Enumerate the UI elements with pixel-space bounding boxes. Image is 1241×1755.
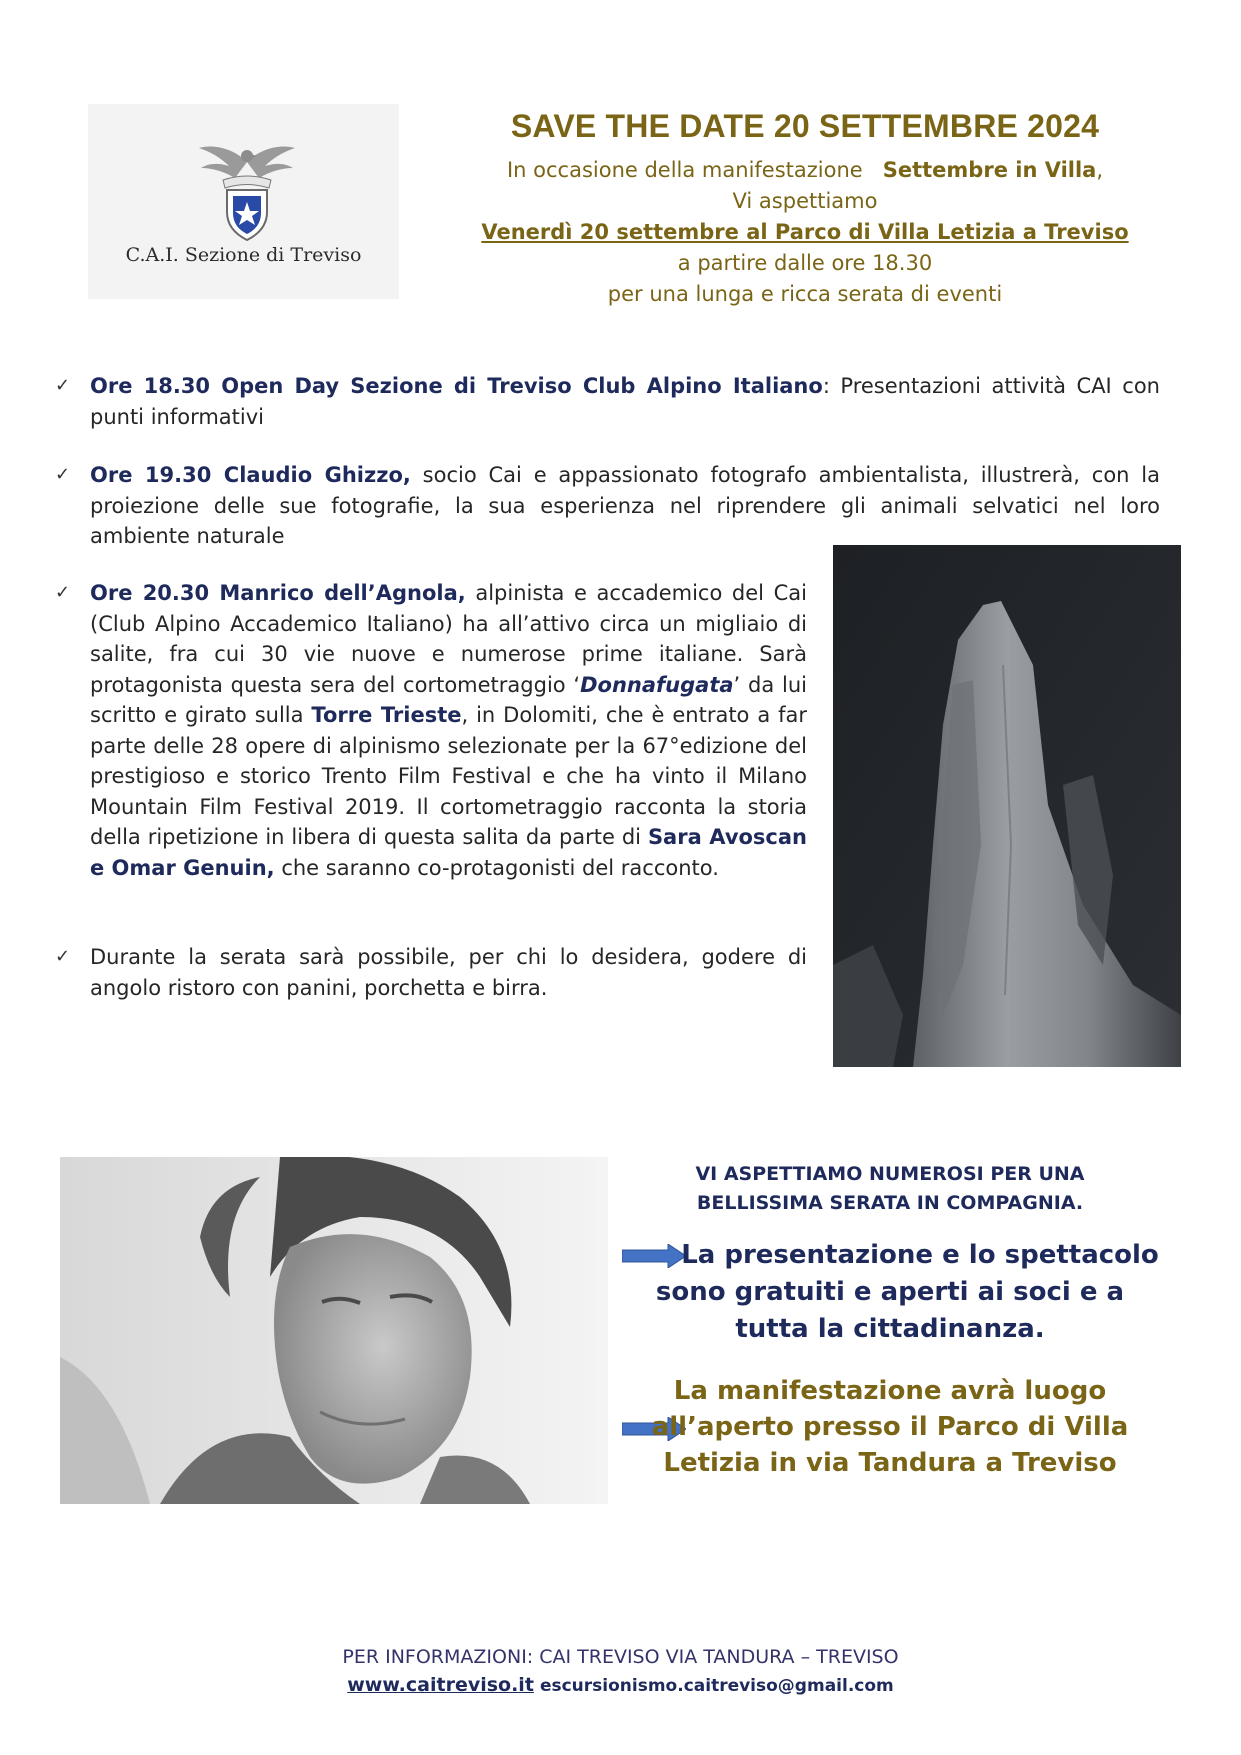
event-name: Settembre in Villa <box>882 158 1097 182</box>
header-line-1: In occasione della manifestazione Settembre in Villa, <box>506 158 1104 182</box>
header-line-5: per una lunga e ricca serata di eventi <box>607 282 1003 306</box>
climbers-names: Sara Avoscan e Omar Genuin, <box>90 825 808 880</box>
program-item-text: : Presentazioni attività CAI con punti informativi <box>90 374 1160 429</box>
program-item <box>55 371 1160 432</box>
manrico-dellagnola-portrait <box>60 1157 608 1504</box>
header-line-4: a partire dalle ore 18.30 <box>677 251 933 275</box>
torre-trieste: Torre Trieste <box>311 703 462 727</box>
program-item-title: Ore 19.30 Claudio Ghizzo, <box>90 463 411 487</box>
program-item <box>55 942 807 1003</box>
torre-trieste-photo <box>833 545 1181 1067</box>
checkmark-icon: ✓ <box>55 375 71 396</box>
venue-notice: La manifestazione avrà luogo all’aperto presso il Parco di Villa Letizia in via Tandura a Treviso <box>651 1376 1129 1478</box>
email-address[interactable]: escursionismo.caitreviso@gmail.com <box>539 1676 894 1696</box>
page-title: SAVE THE DATE 20 SETTEMBRE 2024 <box>510 108 1100 144</box>
checkmark-icon: ✓ <box>55 464 71 485</box>
footer-info: PER INFORMAZIONI: CAI TREVISO VIA TANDURA – TREVISO <box>342 1646 899 1668</box>
header <box>420 108 1190 310</box>
free-entry-notice: La presentazione e lo spettacolo sono gratuiti e aperti ai soci e a tutta la cittadinanza. <box>655 1240 1159 1344</box>
program-item-text: socio Cai e appassionato fotografo ambientalista, illustrerà, con la proiezione delle sue fotografie, la sua esperienza nel riprendere gli animali selvatici nel loro ambiente naturale <box>90 463 1160 548</box>
cai-logo <box>88 104 399 299</box>
header-line-2: Vi aspettiamo <box>732 189 878 213</box>
checkmark-icon: ✓ <box>55 946 71 967</box>
event-date-location: Venerdì 20 settembre al Parco di Villa Letizia a Treviso <box>481 220 1129 244</box>
checkmark-icon: ✓ <box>55 582 71 603</box>
film-title: Donnafugata <box>580 672 734 697</box>
program-item: ✓ Ore 20.30 Manrico dell’Agnola, alpinista e accademico del Cai (Club Alpino Accademico Italiano) ha all’attivo circa un migliaio di salite, fra cui 30 vie nuove e numerose prime italiane. Sarà protagonista questa sera del cortometraggio ‘Donnafugata’ da lui scritto e girato sulla Torre Trieste, in Dolomiti, che è entrato a far parte delle 28 opere di alpinismo selezionate per la 67°edizione del prestigioso e storico Trento Film Festival e che ha vinto il Milano Mountain Film Festival 2019. Il cortometraggio racconta la storia della ripetizione in libera di questa salita da parte di Sara Avoscan e Omar Genuin, che saranno co-protagonisti del racconto. <box>55 578 807 883</box>
program-item-title: Ore 18.30 Open Day Sezione di Treviso Club Alpino Italiano <box>90 374 823 398</box>
header-intro: In occasione della manifestazione <box>506 158 863 182</box>
program-item-title: Ore 20.30 Manrico dell’Agnola, <box>90 581 466 605</box>
program-item <box>55 460 1160 552</box>
program-item-text: Durante la serata sarà possibile, per chi lo desidera, godere di angolo ristoro con panini, porchetta e birra. <box>90 945 807 1000</box>
footer <box>0 1643 1241 1700</box>
website-link[interactable]: www.caitreviso.it <box>347 1674 534 1696</box>
cai-eagle-shield-icon <box>195 134 299 244</box>
logo-text: C.A.I. Sezione di Treviso <box>125 244 362 266</box>
invite-message: VI ASPETTIAMO NUMEROSI PER UNA BELLISSIMA SERATA IN COMPAGNIA. <box>695 1163 1085 1214</box>
